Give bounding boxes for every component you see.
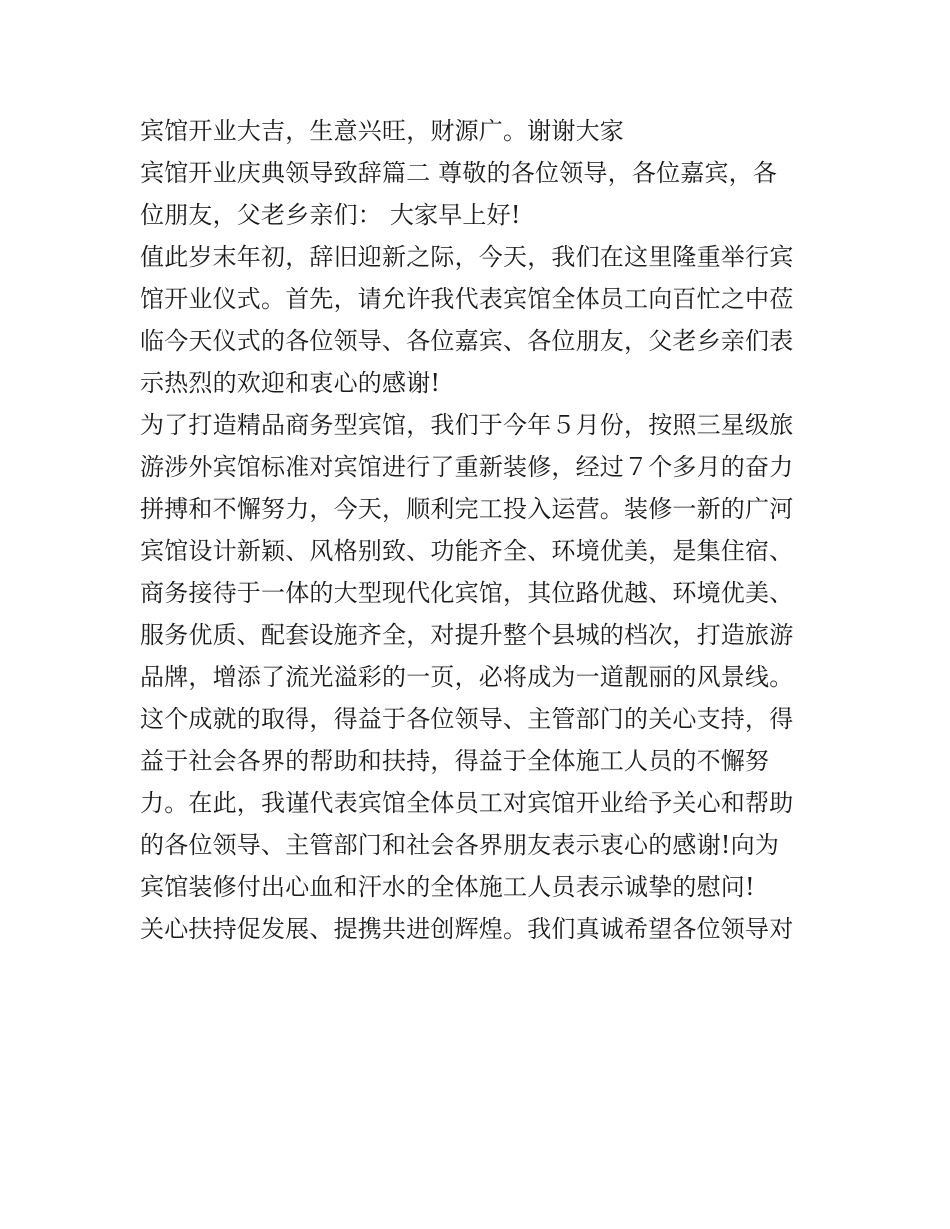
text-line: 宾馆装修付出心血和汗水的全体施工人员表示诚挚的慰问! xyxy=(140,873,755,901)
text-line: 服务优质、配套设施齐全，对提升整个县城的档次，打造旅游 xyxy=(140,621,794,649)
text-line: 关心扶持促发展、提携共进创辉煌。我们真诚希望各位领导对 xyxy=(140,915,794,943)
text-line: 宾馆开业大吉，生意兴旺，财源广。谢谢大家 xyxy=(140,117,624,145)
text-line: 位朋友，父老乡亲们： 大家早上好! xyxy=(140,201,521,229)
text-line: 游涉外宾馆标准对宾馆进行了重新装修，经过７个多月的奋力 xyxy=(140,453,794,481)
text-line: 为了打造精品商务型宾馆，我们于今年５月份，按照三星级旅 xyxy=(140,411,794,439)
text-line: 馆开业仪式。首先，请允许我代表宾馆全体员工向百忙之中莅 xyxy=(140,285,794,313)
text-line: 宾馆开业庆典领导致辞篇二 尊敬的各位领导，各位嘉宾，各 xyxy=(140,159,778,187)
document-body xyxy=(140,110,815,950)
text-line: 示热烈的欢迎和衷心的感谢! xyxy=(140,369,441,397)
text-line: 宾馆设计新颖、风格别致、功能齐全、环境优美，是集住宿、 xyxy=(140,537,794,565)
text-line: 品牌，增添了流光溢彩的一页，必将成为一道靓丽的风景线。 xyxy=(140,663,794,691)
text-line: 这个成就的取得，得益于各位领导、主管部门的关心支持，得 xyxy=(140,705,794,733)
text-line: 的各位领导、主管部门和社会各界朋友表示衷心的感谢!向为 xyxy=(140,831,780,859)
text-line: 值此岁末年初，辞旧迎新之际，今天，我们在这里隆重举行宾 xyxy=(140,243,794,271)
text-line: 拼搏和不懈努力，今天，顺利完工投入运营。装修一新的广河 xyxy=(140,495,794,523)
text-line: 临今天仪式的各位领导、各位嘉宾、各位朋友，父老乡亲们表 xyxy=(140,327,794,355)
text-line: 商务接待于一体的大型现代化宾馆，其位路优越、环境优美、 xyxy=(140,579,794,607)
text-line: 益于社会各界的帮助和扶持，得益于全体施工人员的不懈努 xyxy=(140,747,770,775)
text-line: 力。在此，我谨代表宾馆全体员工对宾馆开业给予关心和帮助 xyxy=(140,789,794,817)
